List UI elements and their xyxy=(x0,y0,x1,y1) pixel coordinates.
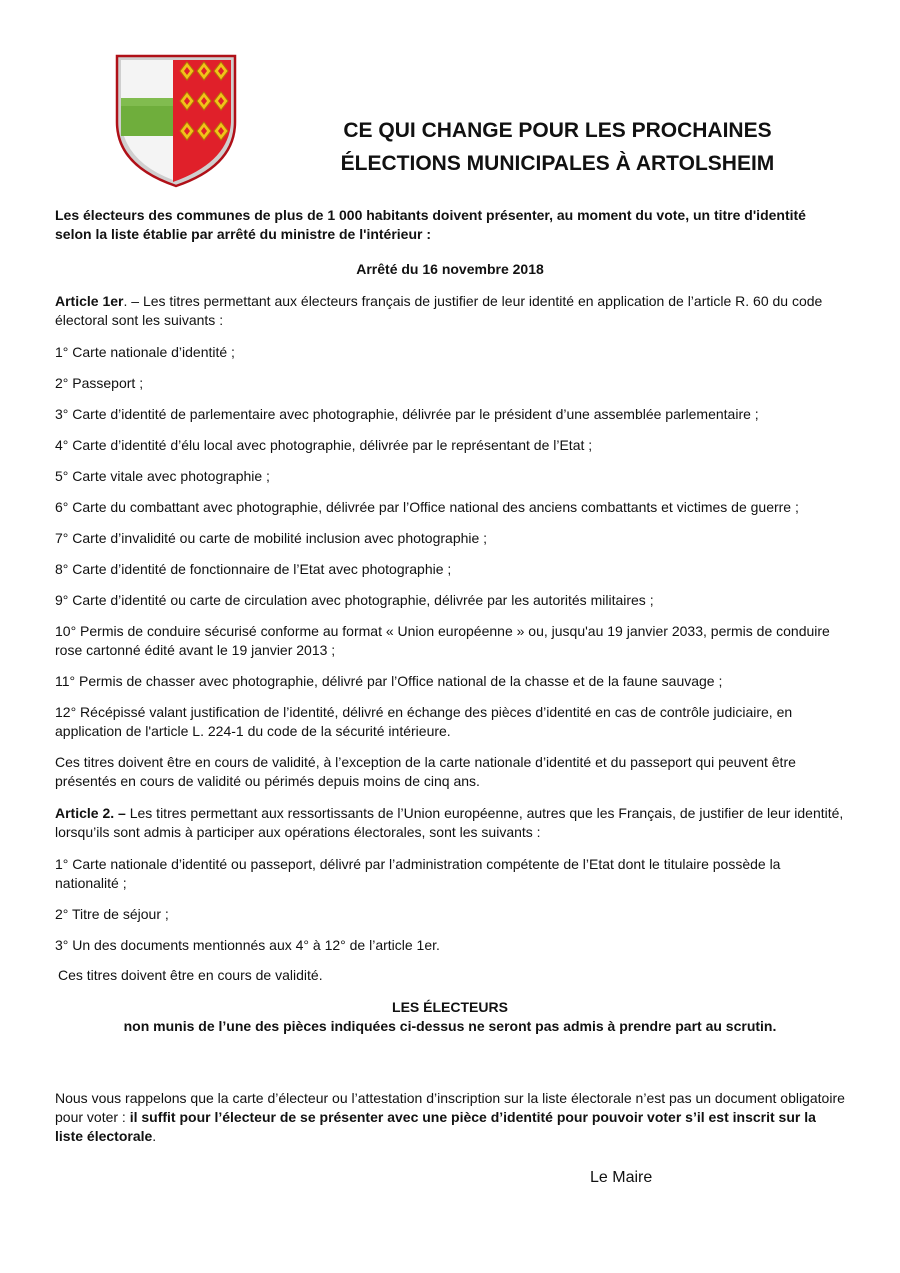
warning-heading: LES ÉLECTEURS xyxy=(392,999,508,1015)
list-item: 7° Carte d’invalidité ou carte de mobilité inclusion avec photographie ; xyxy=(55,530,488,546)
article-2-text: Les titres permettant aux ressortissants de l’Union européenne, autres que les Français, de justifier de leur identité, lorsqu’ils sont admis à participer aux opérations électorales, sont les suivants : xyxy=(55,805,844,840)
reminder-text: Nous vous rappelons que la carte d’électeur ou l’attestation d’inscription sur la liste électorale n’est pas un document obligatoire pour voter : xyxy=(55,1090,845,1125)
list-item: 5° Carte vitale avec photographie ; xyxy=(55,468,270,484)
article-1-label: Article 1er xyxy=(55,293,124,309)
list-item: 3° Un des documents mentionnés aux 4° à 12° de l’article 1er. xyxy=(55,937,440,953)
article-1-text: . – Les titres permettant aux électeurs français de justifier de leur identité en application de l’article R. 60 du code électoral sont les suivants : xyxy=(55,293,823,328)
intro-paragraph: Les électeurs des communes de plus de 1 000 habitants doivent présenter, au moment du vote, un titre d'identité selon la liste établie par arrêté du ministre de l'intérieur : xyxy=(55,207,806,242)
warning-text: non munis de l’une des pièces indiquées ci-dessus ne seront pas admis à prendre part au scrutin. xyxy=(123,1018,777,1034)
reminder-paragraph xyxy=(55,1089,845,1146)
title-line-2: ÉLECTIONS MUNICIPALES À ARTOLSHEIM xyxy=(340,152,775,175)
signature: Le Maire xyxy=(590,1169,653,1186)
title-line-1: CE QUI CHANGE POUR LES PROCHAINES xyxy=(343,119,772,142)
document-body xyxy=(55,206,845,1187)
list-item: 6° Carte du combattant avec photographie, délivrée par l’Office national des anciens combattants et victimes de guerre ; xyxy=(55,499,799,515)
list-item: 10° Permis de conduire sécurisé conforme au format « Union européenne » ou, jusqu'au 19 janvier 2033, permis de conduire rose cartonné édité avant le 19 janvier 2013 ; xyxy=(55,623,830,658)
article-1-heading xyxy=(55,292,845,330)
list-item: 2° Titre de séjour ; xyxy=(55,906,169,922)
list-item: 4° Carte d’identité d’élu local avec photographie, délivrée par le représentant de l’Etat ; xyxy=(55,437,593,453)
article-1-validity-note: Ces titres doivent être en cours de validité, à l’exception de la carte nationale d’identité et du passeport qui peuvent être présentés en cours de validité ou périmés depuis moins de cinq ans. xyxy=(55,754,796,789)
list-item: 3° Carte d’identité de parlementaire avec photographie, délivrée par le président d’une assemblée parlementaire ; xyxy=(55,406,759,422)
article-2-heading xyxy=(55,804,845,842)
reminder-bold-text: il suffit pour l’électeur de se présenter avec une pièce d’identité pour pouvoir voter s’il est inscrit sur la liste électorale xyxy=(55,1109,816,1144)
list-item: 1° Carte nationale d’identité ; xyxy=(55,344,235,360)
reminder-end: . xyxy=(152,1128,157,1144)
list-item: 9° Carte d’identité ou carte de circulation avec photographie, délivrée par les autorités militaires ; xyxy=(55,592,654,608)
page-title xyxy=(300,114,815,180)
article-2-validity-note: Ces titres doivent être en cours de validité. xyxy=(58,967,323,983)
list-item: 1° Carte nationale d’identité ou passeport, délivré par l’administration compétente de l’Etat dont le titulaire possède la nationalité ; xyxy=(55,856,781,891)
list-item: 2° Passeport ; xyxy=(55,375,144,391)
list-item: 12° Récépissé valant justification de l’identité, délivré en échange des pièces d’identité en cas de contrôle judiciaire, en application de l'article L. 224-1 du code de la sécurité intérieure. xyxy=(55,704,793,739)
article-2-label: Article 2. – xyxy=(55,805,126,821)
list-item: 11° Permis de chasser avec photographie, délivré par l’Office national de la chasse et de la faune sauvage ; xyxy=(55,673,723,689)
list-item: 8° Carte d’identité de fonctionnaire de l’Etat avec photographie ; xyxy=(55,561,452,577)
arrete-title: Arrêté du 16 novembre 2018 xyxy=(356,261,544,277)
coat-of-arms-icon xyxy=(115,54,237,188)
